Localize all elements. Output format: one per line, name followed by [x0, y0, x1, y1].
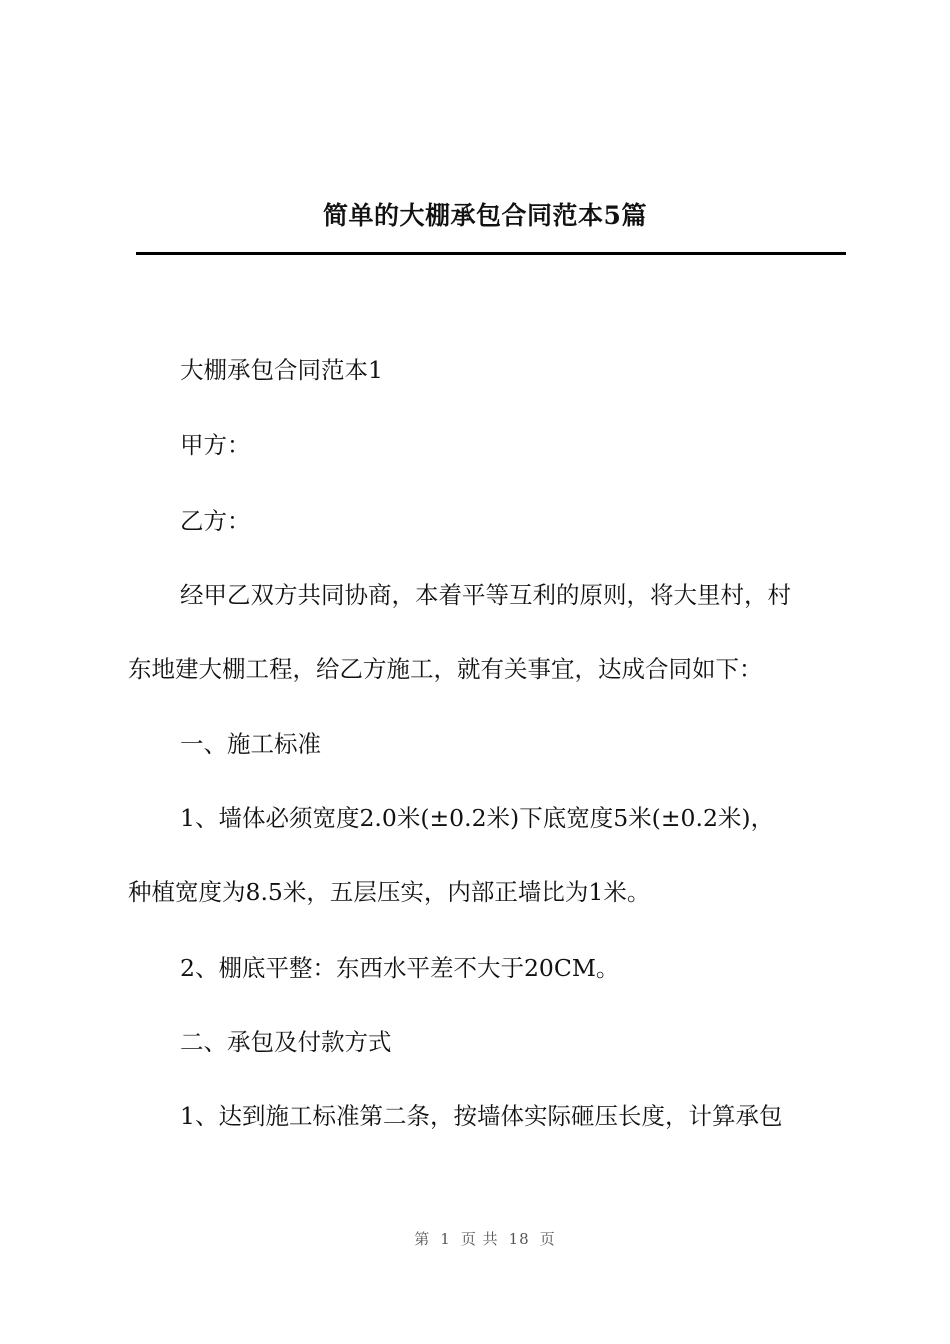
party-a-line: 甲方： [180, 431, 251, 459]
body-paragraph: 1、达到施工标准第二条，按墙体实际砸压长度，计算承包 [180, 1102, 783, 1130]
footer-label-page: 第 [414, 1230, 431, 1248]
body-paragraph: 种植宽度为8.5米，五层压实，内部正墙比为1米。 [128, 878, 651, 906]
clause-heading: 一、施工标准 [180, 730, 321, 758]
footer-page-number: 1 [440, 1230, 451, 1248]
body-paragraph: 东地建大棚工程，给乙方施工，就有关事宜，达成合同如下： [128, 655, 763, 683]
party-b-line: 乙方： [180, 507, 251, 535]
page-footer [0, 1228, 950, 1249]
body-paragraph: 1、墙体必须宽度2.0米(±0.2米)下底宽度5米(±0.2米)， [180, 804, 775, 832]
footer-label-pages: 页 [539, 1230, 556, 1248]
clause-heading: 二、承包及付款方式 [180, 1028, 392, 1056]
footer-total-pages: 18 [508, 1230, 530, 1248]
title-underline [136, 252, 846, 255]
section-heading: 大棚承包合同范本1 [180, 356, 383, 384]
document-title: 简单的大棚承包合同范本5篇 [323, 201, 647, 230]
body-paragraph: 2、棚底平整：东西水平差不大于20CM。 [180, 954, 620, 982]
body-paragraph: 经甲乙双方共同协商，本着平等互利的原则，将大里村，村 [180, 581, 791, 609]
footer-label-of: 页 共 [460, 1230, 499, 1248]
